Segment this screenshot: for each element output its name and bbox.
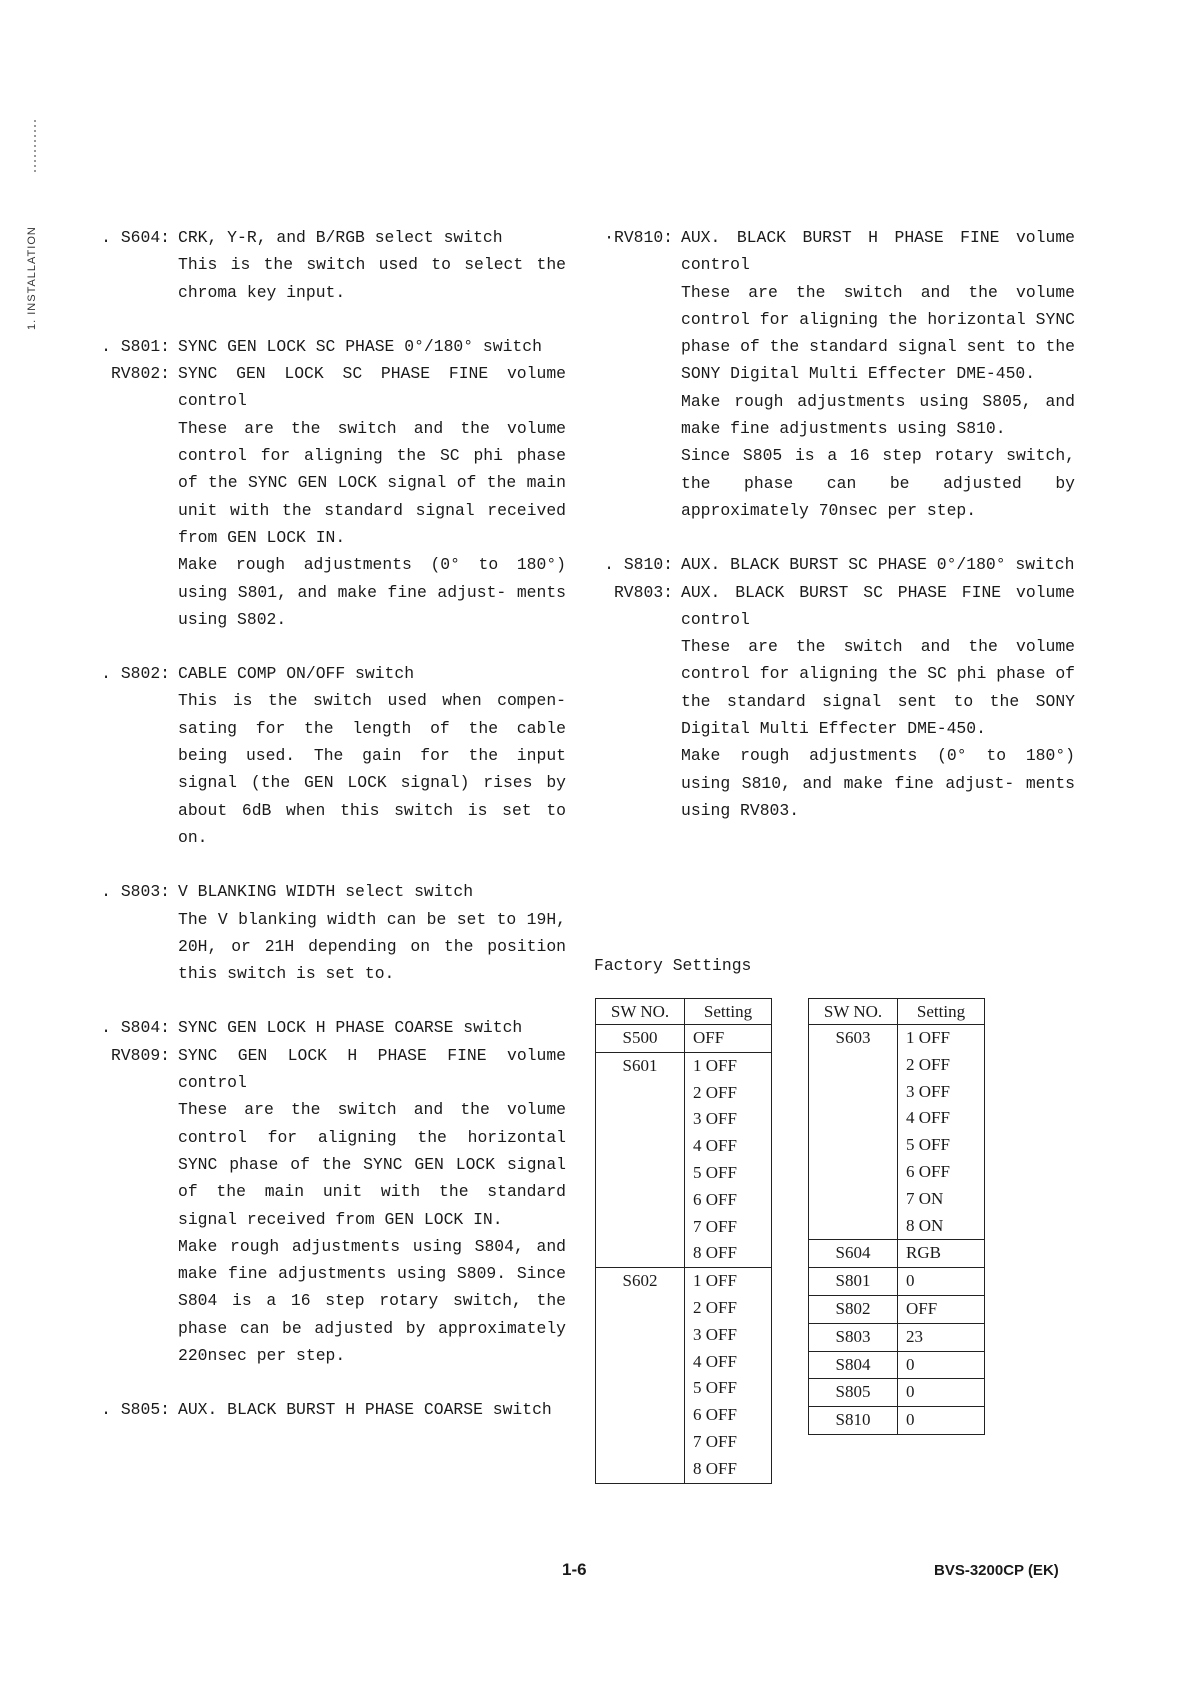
spec-row	[86, 1396, 566, 1423]
switch-id: ·RV810:	[604, 228, 673, 247]
table-header-row	[596, 999, 772, 1025]
setting-value: 4 OFF	[906, 1108, 950, 1128]
switch-id: . S810:	[604, 555, 673, 575]
spec-row	[86, 224, 566, 251]
spec-entry	[86, 333, 566, 633]
setting-value: 4 OFF	[693, 1351, 737, 1371]
switch-id: RV802:	[110, 364, 170, 384]
description-wrap	[585, 633, 1075, 742]
table-row	[809, 1379, 985, 1407]
spec-entry	[86, 660, 566, 851]
setting-value: 1 OFF	[693, 1271, 737, 1291]
description-wrap	[86, 687, 566, 851]
switch-title: AUX. BLACK BURST SC PHASE 0°/180° switch	[681, 555, 1075, 575]
spec-row	[585, 579, 1075, 634]
setting-value: 3 OFF	[906, 1081, 950, 1101]
description-text: Make rough adjustments (0° to 180°) using S801, and make fine adjust- ments using S802.	[178, 555, 566, 629]
description-text: These are the switch and the volume control for aligning the horizontal SYNC phase of the standard signal sent to the SONY Digital Multi Effecter DME-450.	[681, 282, 1075, 384]
table-row	[596, 1052, 772, 1267]
setting-value: 7 OFF	[693, 1431, 737, 1451]
switch-title: AUX. BLACK BURST H PHASE FINE volume control	[681, 228, 1075, 275]
factory-settings-table-2	[808, 998, 985, 1435]
description-text: These are the switch and the volume control for aligning the SC phi phase of the SYNC GEN LOCK signal of the main unit with the standard signal received from GEN LOCK IN.	[178, 418, 566, 547]
description-text: This is the switch used when compen- sating for the length of the cable being used. The gain for the input signal (the GEN LOCK signal) rises by about 6dB when this switch is set to on.	[178, 691, 566, 847]
setting-value: 2 OFF	[693, 1082, 737, 1102]
header-sw-no: SW NO.	[809, 999, 898, 1025]
sw-number-cell: S805	[809, 1379, 898, 1407]
page-number: 1-6	[562, 1560, 587, 1579]
description-wrap	[585, 442, 1075, 524]
setting-cell	[898, 1407, 985, 1435]
switch-title: V BLANKING WIDTH select switch	[178, 882, 474, 902]
sw-number-cell: S602	[596, 1268, 685, 1483]
description-wrap	[86, 551, 566, 633]
setting-cell	[898, 1268, 985, 1296]
table-header-row	[809, 999, 985, 1025]
setting-value: 5 OFF	[906, 1135, 950, 1155]
setting-value: 7 OFF	[693, 1216, 737, 1236]
switch-id: . S804:	[101, 1018, 170, 1038]
table-row	[596, 1268, 772, 1483]
spec-row	[86, 1014, 566, 1041]
setting-value: OFF	[906, 1298, 938, 1318]
setting-value: RGB	[906, 1243, 941, 1263]
setting-cell	[898, 1351, 985, 1379]
section-side-tab: 1. INSTALLATION	[26, 226, 38, 330]
setting-value: 0	[906, 1410, 915, 1430]
sw-number-cell: S810	[809, 1407, 898, 1435]
switch-id: RV803:	[613, 582, 673, 602]
spec-entry	[86, 224, 566, 306]
description-wrap	[86, 1096, 566, 1232]
header-sw-no: SW NO.	[596, 999, 685, 1025]
description-wrap	[86, 1233, 566, 1369]
switch-title: AUX. BLACK BURST SC PHASE FINE volume control	[681, 582, 1075, 629]
switch-title: SYNC GEN LOCK H PHASE FINE volume control	[178, 1045, 566, 1093]
spec-row	[585, 551, 1075, 578]
setting-value: 6 OFF	[693, 1189, 737, 1209]
sw-number-cell: S801	[809, 1268, 898, 1296]
spec-entry	[86, 878, 566, 987]
switch-id: . S802:	[101, 664, 170, 684]
description-text: This is the switch used to select the chroma key input.	[178, 255, 566, 302]
setting-value: 5 OFF	[693, 1378, 737, 1398]
sw-number-cell: S804	[809, 1351, 898, 1379]
spec-row	[86, 360, 566, 415]
description-wrap	[86, 906, 566, 988]
setting-value: 0	[906, 1382, 915, 1402]
sw-number-cell: S803	[809, 1323, 898, 1351]
spec-row	[585, 224, 1075, 279]
spec-entry	[585, 551, 1075, 824]
setting-value: 6 OFF	[906, 1161, 950, 1181]
table-row	[809, 1295, 985, 1323]
setting-cell	[898, 1379, 985, 1407]
setting-value: 3 OFF	[693, 1109, 737, 1129]
left-column	[86, 224, 566, 1451]
factory-settings-table-1	[595, 998, 772, 1484]
description-wrap	[86, 251, 566, 306]
spec-entry	[86, 1014, 566, 1369]
description-wrap	[585, 279, 1075, 388]
setting-value: 6 OFF	[693, 1405, 737, 1425]
switch-title: CABLE COMP ON/OFF switch	[178, 664, 415, 684]
table-row	[809, 1268, 985, 1296]
description-wrap	[585, 388, 1075, 443]
setting-value: 23	[906, 1326, 923, 1346]
description-text: Make rough adjustments using S804, and make fine adjustments using S809. Since S804 is a 16 step rotary switch, the phase can be adjusted by approximately 220nsec per step.	[178, 1236, 566, 1365]
setting-cell	[685, 1025, 772, 1053]
setting-value: 2 OFF	[693, 1297, 737, 1317]
setting-value: 0	[906, 1271, 915, 1291]
description-text: These are the switch and the volume control for aligning the horizontal SYNC phase of the SYNC GEN LOCK signal of the main unit with the standard signal received from GEN LOCK IN.	[178, 1100, 566, 1229]
setting-value: 3 OFF	[693, 1324, 737, 1344]
scan-registration-mark	[34, 120, 36, 172]
setting-value: 5 OFF	[693, 1162, 737, 1182]
setting-value: OFF	[693, 1028, 725, 1047]
setting-value: 0	[906, 1354, 915, 1374]
switch-title: SYNC GEN LOCK SC PHASE FINE volume control	[178, 364, 566, 411]
sw-number-cell: S500	[596, 1025, 685, 1053]
setting-cell	[685, 1052, 772, 1267]
table-row	[809, 1025, 985, 1240]
right-column	[585, 224, 1075, 851]
sw-number-cell: S603	[809, 1025, 898, 1240]
setting-cell	[898, 1295, 985, 1323]
setting-value: 8 OFF	[693, 1458, 737, 1478]
table-row	[809, 1351, 985, 1379]
description-wrap	[585, 742, 1075, 824]
setting-value: 4 OFF	[693, 1136, 737, 1156]
description-text: Make rough adjustments (0° to 180°) using S810, and make fine adjust- ments using RV803.	[681, 746, 1075, 820]
switch-id: . S805:	[101, 1400, 170, 1420]
spec-row	[86, 660, 566, 687]
setting-cell	[685, 1268, 772, 1483]
description-text: Make rough adjustments using S805, and make fine adjustments using S810.	[681, 391, 1075, 439]
switch-id: . S604:	[101, 228, 170, 247]
spec-row	[86, 333, 566, 360]
setting-cell	[898, 1025, 985, 1240]
table-row	[809, 1240, 985, 1268]
spec-entry	[585, 224, 1075, 524]
header-setting: Setting	[685, 999, 772, 1025]
switch-id: RV809:	[110, 1045, 170, 1065]
switch-title: SYNC GEN LOCK SC PHASE 0°/180° switch	[178, 336, 542, 356]
spec-row	[86, 878, 566, 905]
sw-number-cell: S601	[596, 1052, 685, 1267]
sw-number-cell: S802	[809, 1295, 898, 1323]
setting-value: 7 ON	[906, 1188, 944, 1208]
table-row	[596, 1025, 772, 1053]
header-setting: Setting	[898, 999, 985, 1025]
sw-number-cell: S604	[809, 1240, 898, 1268]
setting-cell	[898, 1323, 985, 1351]
table-row	[809, 1407, 985, 1435]
switch-title: AUX. BLACK BURST H PHASE COARSE switch	[178, 1400, 552, 1420]
switch-title: SYNC GEN LOCK H PHASE COARSE switch	[178, 1018, 523, 1038]
description-text: Since S805 is a 16 step rotary switch, the phase can be adjusted by approximately 70nsec per step.	[681, 446, 1075, 520]
description-text: The V blanking width can be set to 19H, 20H, or 21H depending on the position this switch is set to.	[178, 909, 566, 984]
model-number: BVS-3200CP (EK)	[934, 1562, 1059, 1579]
description-text: These are the switch and the volume control for aligning the SC phi phase of the standard signal sent to the SONY Digital Multi Effecter DME-450.	[681, 637, 1075, 739]
setting-value: 2 OFF	[906, 1054, 950, 1074]
switch-title: CRK, Y-R, and B/RGB select switch	[178, 228, 503, 247]
spec-entry	[86, 1396, 566, 1423]
table-row	[809, 1323, 985, 1351]
switch-id: . S803:	[101, 882, 170, 902]
setting-value: 8 ON	[906, 1215, 944, 1235]
spec-row	[86, 1042, 566, 1097]
setting-cell	[898, 1240, 985, 1268]
setting-value: 1 OFF	[693, 1055, 737, 1075]
switch-id: . S801:	[101, 336, 170, 356]
setting-value: 8 OFF	[693, 1243, 737, 1263]
factory-settings-title: Factory Settings	[594, 956, 752, 975]
description-wrap	[86, 415, 566, 551]
setting-value: 1 OFF	[906, 1028, 950, 1047]
